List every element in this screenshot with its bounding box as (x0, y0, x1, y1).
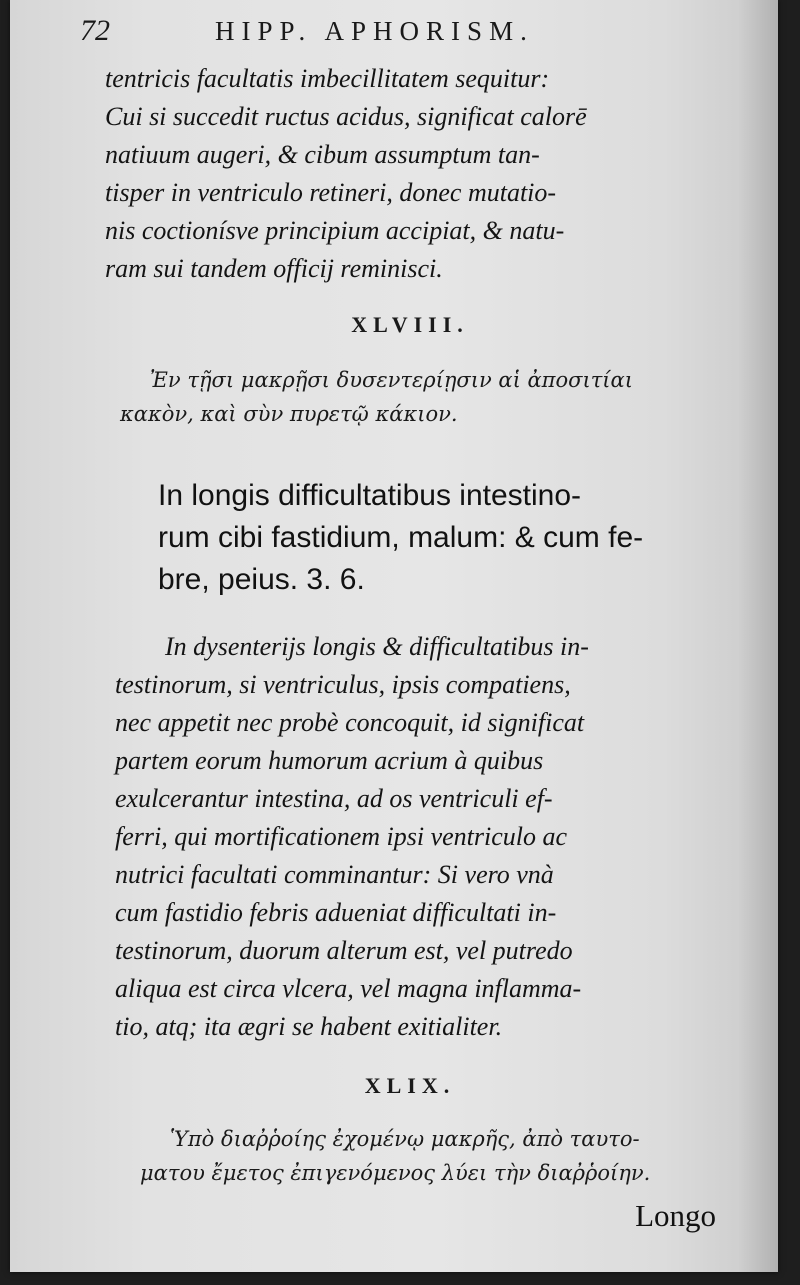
text-line: aliqua est circa vlcera, vel magna inflamma- (115, 974, 582, 1003)
text-line: natiuum augeri, & cibum assumptum tan- (105, 140, 540, 169)
greek-line: ματου ἔμετος ἐπιγενόμενος λύει τὴν διαῤῥοίην. (140, 1161, 651, 1185)
text-line: tio, atq; ita ægri se habent exitialiter. (115, 1012, 503, 1041)
text-line: testinorum, si ventriculus, ipsis compatiens, (115, 670, 571, 699)
page-header (80, 14, 730, 54)
text-line: In dysenterijs longis & difficultatibus in- (165, 632, 589, 661)
book-page (10, 0, 778, 1272)
text-line: tentricis facultatis imbecillitatem sequitur: (105, 64, 550, 93)
latin-line: In longis difficultatibus intestino- (158, 479, 582, 512)
text-line: nutrici facultati comminantur: Si vero vnà (115, 860, 554, 889)
latin-aphorism-48 (158, 475, 748, 601)
text-line: nis coctionísve principium accipiat, & natu- (105, 216, 565, 245)
greek-line: Ὑπὸ διαῤῥοίης ἐχομένῳ μακρῆς, ἀπὸ ταυτο- (170, 1127, 640, 1151)
latin-line: bre, peius. 3. 6. (158, 563, 365, 596)
greek-line: Ἐν τῇσι μακρῇσι δυσεντερίῃσιν αἱ ἀποσιτίαι (150, 368, 633, 392)
aphorism-number-49: XLIX. (364, 1073, 456, 1098)
greek-aphorism-48 (120, 363, 750, 431)
text-line: exulcerantur intestina, ad os ventriculi ef- (115, 784, 553, 813)
commentary-48 (115, 628, 745, 1046)
text-line: tisper in ventriculo retineri, donec mutatio- (105, 178, 557, 207)
text-line: nec appetit nec probè concoquit, id significat (115, 708, 585, 737)
text-line: ram sui tandem officij reminisci. (105, 254, 443, 283)
catchword: Longo (635, 1198, 716, 1233)
greek-line: κακὸν, καὶ σὺν πυρετῷ κάκιον. (120, 402, 458, 426)
text-line: cum fastidio febris adueniat difficultati in- (115, 898, 557, 927)
aphorism-number-48: XLVIII. (351, 312, 469, 337)
commentary-top (105, 60, 745, 288)
text-line: testinorum, duorum alterum est, vel putredo (115, 936, 573, 965)
latin-line: rum cibi fastidium, malum: & cum fe- (158, 521, 644, 554)
text-line: Cui si succedit ructus acidus, significat calorē (105, 102, 587, 131)
text-line: partem eorum humorum acrium à quibus (115, 746, 544, 775)
page-number: 72 (80, 14, 110, 47)
running-head: HIPP. APHORISM. (215, 16, 534, 46)
text-line: ferri, qui mortificationem ipsi ventriculo ac (115, 822, 568, 851)
greek-aphorism-49 (140, 1122, 760, 1190)
